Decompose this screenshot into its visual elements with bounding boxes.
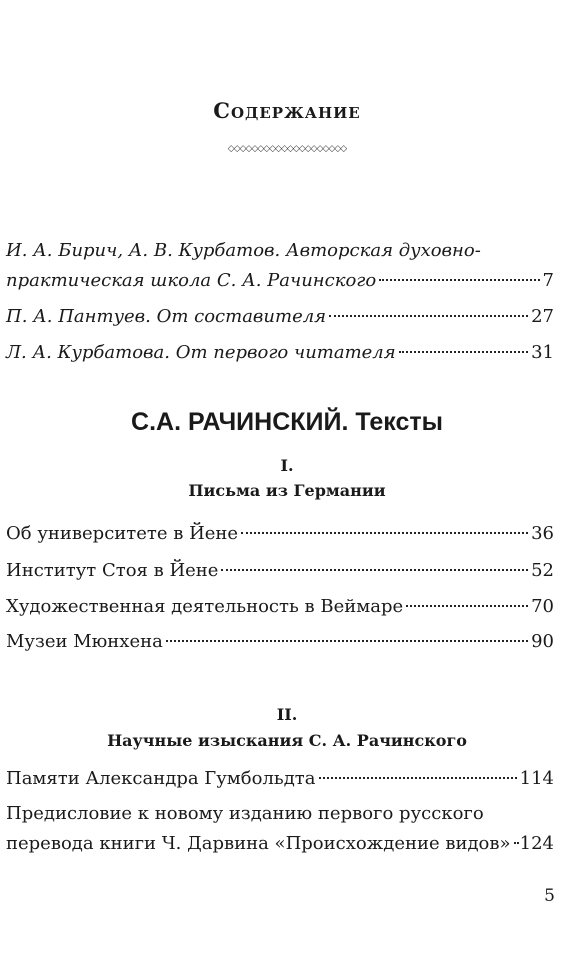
toc-entry-line: перевода книги Ч. Дарвина «Происхождение видов»: [6, 833, 511, 854]
ornament-divider: ◇◇◇◇◇◇◇◇◇◇◇◇◇◇◇◇◇◇◇◇: [227, 144, 347, 154]
dot-leader: [241, 532, 528, 534]
dot-leader: [379, 279, 539, 281]
toc-page-number: 124: [519, 833, 554, 854]
toc-entry[interactable]: [6, 519, 554, 549]
section-title: С.А. РАЧИНСКИЙ. Тексты: [131, 408, 443, 436]
toc-entry[interactable]: [6, 236, 554, 296]
part-numeral: II.: [276, 705, 298, 724]
toc-entry[interactable]: [6, 338, 554, 368]
toc-entry[interactable]: [6, 302, 554, 332]
part-title: Научные изыскания С. А. Рачинского: [107, 731, 467, 750]
page-number: 5: [544, 886, 555, 906]
dot-leader: [319, 777, 517, 779]
toc-entry-text: Музеи Мюнхена: [6, 631, 163, 652]
toc-page-number: 7: [542, 270, 554, 291]
toc-entry[interactable]: [6, 764, 554, 794]
toc-page-number: 114: [519, 768, 554, 789]
toc-entry-line: И. А. Бирич, А. В. Курбатов. Авторская духовно-: [6, 240, 481, 261]
dot-leader: [406, 605, 528, 607]
toc-page-number: 90: [531, 631, 554, 652]
part-title: Письма из Германии: [188, 481, 386, 500]
dot-leader: [221, 569, 528, 571]
toc-entry-text: Институт Стоя в Йене: [6, 560, 219, 581]
dot-leader: [399, 351, 528, 353]
toc-page-number: 36: [531, 523, 554, 544]
toc-entry[interactable]: [6, 592, 554, 622]
dot-leader: [166, 640, 528, 642]
dot-leader: [329, 315, 528, 317]
toc-entry-text: Л. А. Курбатова. От первого читателя: [6, 342, 396, 363]
toc-entry-line: практическая школа С. А. Рачинского: [6, 270, 377, 291]
toc-entry[interactable]: [6, 556, 554, 586]
toc-page-number: 52: [531, 560, 554, 581]
toc-title: Содержание: [213, 98, 361, 123]
toc-page-number: 27: [531, 306, 554, 327]
toc-page-number: 31: [531, 342, 554, 363]
part-numeral: I.: [280, 456, 294, 475]
toc-entry[interactable]: [6, 799, 554, 859]
toc-entry-text: Об университете в Йене: [6, 523, 239, 544]
toc-entry-text: Художественная деятельность в Веймаре: [6, 596, 404, 617]
dot-leader: [514, 842, 517, 844]
toc-entry-text: Памяти Александра Гумбольдта: [6, 768, 316, 789]
toc-entry[interactable]: [6, 627, 554, 657]
toc-entry-text: П. А. Пантуев. От составителя: [6, 306, 327, 327]
toc-entry-line: Предисловие к новому изданию первого русского: [6, 803, 484, 824]
toc-page-number: 70: [531, 596, 554, 617]
